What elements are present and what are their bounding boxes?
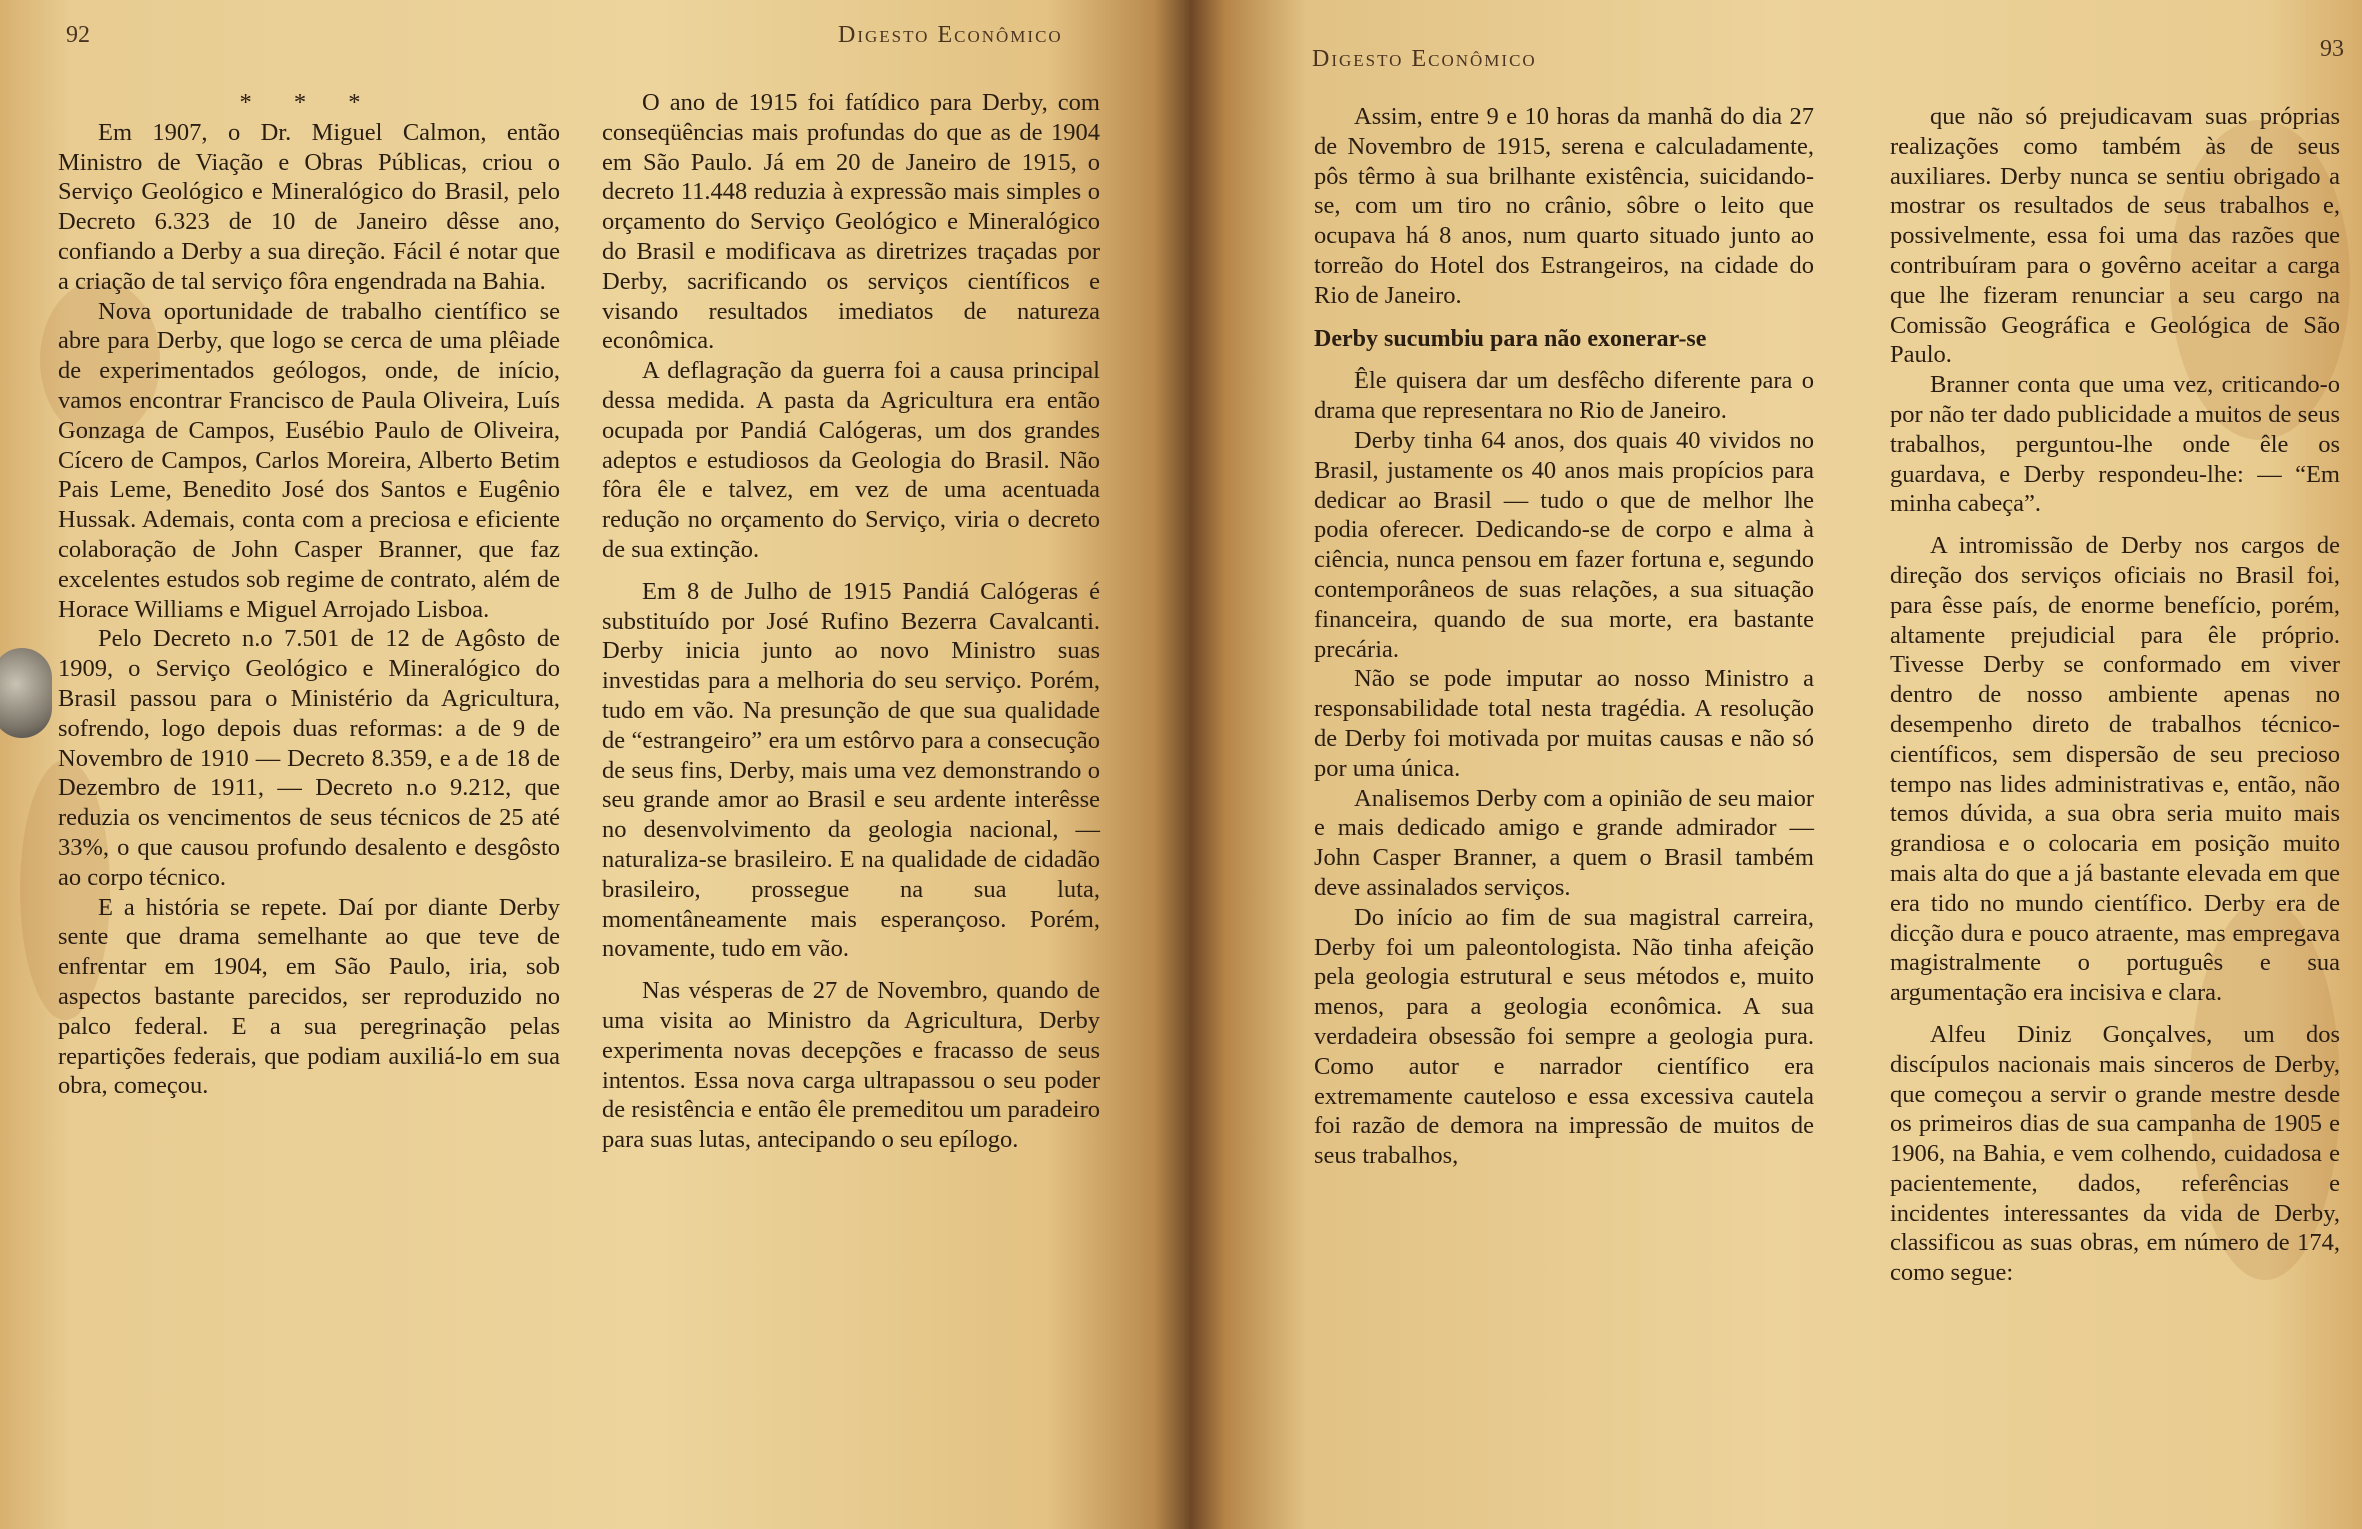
running-header: Digesto Econômico — [838, 22, 1063, 48]
paragraph: Do início ao fim de sua magistral carreira, Derby foi um paleontologista. Não tinha afeição pela geologia estrutural e seus métodos e, muito menos, para a geologia econômica. A sua verdadeira obsessão foi sempre a geologia pura. Como autor e narrador científico era extremamente cauteloso e essa excessiva cautela foi razão de demora na impressão de muitos de seus trabalhos, — [1314, 903, 1814, 1170]
paragraph: que não só prejudicavam suas próprias realizações como também às de seus auxiliares. Derby nunca se sentiu obrigado a mostrar os resultados de seus trabalhos e, possivelmente, essa foi uma das razões que contribuíram para o govêrno aceitar a carga que lhe fizeram renunciar a seu cargo na Comissão Geográfica e Geológica de São Paulo. — [1890, 103, 2340, 369]
paragraph: Alfeu Diniz Gonçalves, um dos discípulos nacionais mais sinceros de Derby, que começou a servir o grande mestre desde os primeiros dias de sua campanha de 1905 e 1906, na Bahia, e vem colhendo, cuidadosa e pacientemente, dados, referências e incidentes interessantes da vida de Derby, classificou as suas obras, em número de 174, como segue: — [1890, 1020, 2340, 1287]
paragraph: Nova oportunidade de trabalho científico se abre para Derby, que logo se cerca de uma plêiade de experimentados geólogos, onde, de início, vamos encontrar Francisco de Paula Oliveira, Luís Gonzaga de Campos, Eusébio Paulo de Oliveira, Cícero de Campos, Carlos Moreira, Alberto Betim Pais Leme, Benedito José dos Santos e Eugênio Hussak. Ademais, conta com a preciosa e eficiente colaboração de John Casper Branner, que faz excelentes estudos sob regime de contrato, além de Horace Williams e Miguel Arrojado Lisboa. — [58, 297, 560, 623]
left-column-2 — [602, 88, 1100, 1155]
right-page — [1190, 0, 2362, 1529]
left-column-1 — [58, 88, 560, 1101]
paragraph: Nas vésperas de 27 de Novembro, quando de uma visita ao Ministro da Agricultura, Derby experimenta novas decepções e fracasso de seus intentos. Essa nova carga ultrapassou o seu poder de resistência e então êle premeditou um paradeiro para suas lutas, antecipando o seu epílogo. — [602, 977, 1100, 1154]
running-header: Digesto Econômico — [1312, 46, 1537, 72]
paragraph: A intromissão de Derby nos cargos de direção dos serviços oficiais no Brasil foi, para êsse país, de enorme benefício, porém, altamente prejudicial para êle próprio. Tivesse Derby se conformado em viver dentro de nosso ambiente apenas no desempenho direto de trabalhos técnico-científicos, sem dispersão de seu precioso tempo nas lides administrativas e, então, não temos dúvida, a sua obra seria muito mais grandiosa e o colocaria em posição muito mais alta do que a já bastante elevada em que era tido no mundo científico. Derby era de dicção dura e pouco atraente, mas empregava magistralmente o português e sua argumentação era incisiva e clara. — [1890, 532, 2340, 1007]
paragraph: Pelo Decreto n.o 7.501 de 12 de Agôsto de 1909, o Serviço Geológico e Mineralógico do Brasil passou para o Ministério da Agricultura, sofrendo, logo depois duas reformas: a de 9 de Novembro de 1910 — Decreto 8.359, e a de 18 de Dezembro de 1911, — Decreto n.o 9.212, que reduzia os vencimentos de seus técnicos de 25 até 33%, o que causou profundo desalento e desgôsto ao corpo técnico. — [58, 625, 560, 891]
right-column-2 — [1890, 102, 2340, 1288]
page-number: 93 — [2320, 36, 2344, 62]
paragraph: O ano de 1915 foi fatídico para Derby, com conseqüências mais profundas do que as de 1904 em São Paulo. Já em 20 de Janeiro de 1915, o decreto 11.448 reduzia à expressão mais simples o orçamento do Serviço Geológico e Mineralógico do Brasil e modificava as diretrizes traçadas por Derby, sacrificando os serviços científicos e visando resultados imediatos de natureza econômica. — [602, 89, 1100, 355]
right-column-1 — [1314, 102, 1814, 1171]
section-separator: * * * — [239, 89, 379, 116]
metal-clip — [0, 648, 52, 738]
paragraph: Êle quisera dar um desfêcho diferente para o drama que representara no Rio de Janeiro. — [1314, 367, 1814, 425]
paragraph: Analisemos Derby com a opinião de seu maior e mais dedicado amigo e grande admirador — John Casper Branner, a quem o Brasil também deve assinalados serviços. — [1314, 784, 1814, 901]
paragraph: Em 1907, o Dr. Miguel Calmon, então Ministro de Viação e Obras Públicas, criou o Serviço Geológico e Mineralógico do Brasil, pelo Decreto 6.323 de 10 de Janeiro dêsse ano, confiando a Derby a sua direção. Fácil é notar que a criação de tal serviço fôra engendrada na Bahia. — [58, 118, 560, 295]
page-number: 92 — [66, 22, 90, 48]
paragraph: A deflagração da guerra foi a causa principal dessa medida. A pasta da Agricultura era então ocupada por Pandiá Calógeras, um dos grandes adeptos e estudiosos da Geologia do Brasil. Não fôra êle e talvez, em vez de uma acentuada redução no orçamento do Serviço, viria o decreto de sua extinção. — [602, 357, 1100, 563]
paragraph: E a história se repete. Daí por diante Derby sente que drama semelhante ao que teve de enfrentar em 1904, em São Paulo, iria, sob aspectos bastante parecidos, ser reproduzido no palco federal. E a sua peregrinação pelas repartições federais, que podiam auxiliá-lo em sua obra, começou. — [58, 893, 560, 1100]
paragraph: Assim, entre 9 e 10 horas da manhã do dia 27 de Novembro de 1915, serena e calculadamente, pôs têrmo à sua brilhante existência, suicidando-se, com um tiro no crânio, sôbre o leito que ocupava há 8 anos, num quarto situado junto ao torreão do Hotel dos Estrangeiros, na cidade do Rio de Janeiro. — [1314, 103, 1814, 309]
section-heading: Derby sucumbiu para não exonerar-se — [1314, 325, 1707, 352]
paragraph: Em 8 de Julho de 1915 Pandiá Calógeras é substituído por José Rufino Bezerra Cavalcanti. Derby inicia junto ao novo Ministro suas investidas para a melhoria do seu serviço. Porém, tudo em vão. Na presunção de que sua qualidade de “estrangeiro” era um estôrvo para a consecução de seus fins, Derby, mais uma vez demonstrando o seu grande amor ao Brasil e seu ardente interêsse no desenvolvimento da geologia nacional, — naturaliza-se brasileiro. E na qualidade de cidadão brasileiro, prossegue na sua luta, momentâneamente mais esperançoso. Porém, novamente, tudo em vão. — [602, 577, 1100, 963]
paragraph: Branner conta que uma vez, criticando-o por não ter dado publicidade a muitos de seus trabalhos, perguntou-lhe onde êle os guardava, e Derby respondeu-lhe: — “Em minha cabeça”. — [1890, 371, 2340, 518]
paragraph: Não se pode imputar ao nosso Ministro a responsabilidade total nesta tragédia. A resolução de Derby foi motivada por muitas causas e não só por uma única. — [1314, 665, 1814, 782]
paragraph: Derby tinha 64 anos, dos quais 40 vividos no Brasil, justamente os 40 anos mais propícios para dedicar ao Brasil — tudo o que de melhor lhe podia oferecer. Dedicando-se de corpo e alma à ciência, nunca pensou em fazer fortuna e, segundo contemporâneos de suas relações, a sua situação financeira, quando de sua morte, era bastante precária. — [1314, 426, 1814, 663]
